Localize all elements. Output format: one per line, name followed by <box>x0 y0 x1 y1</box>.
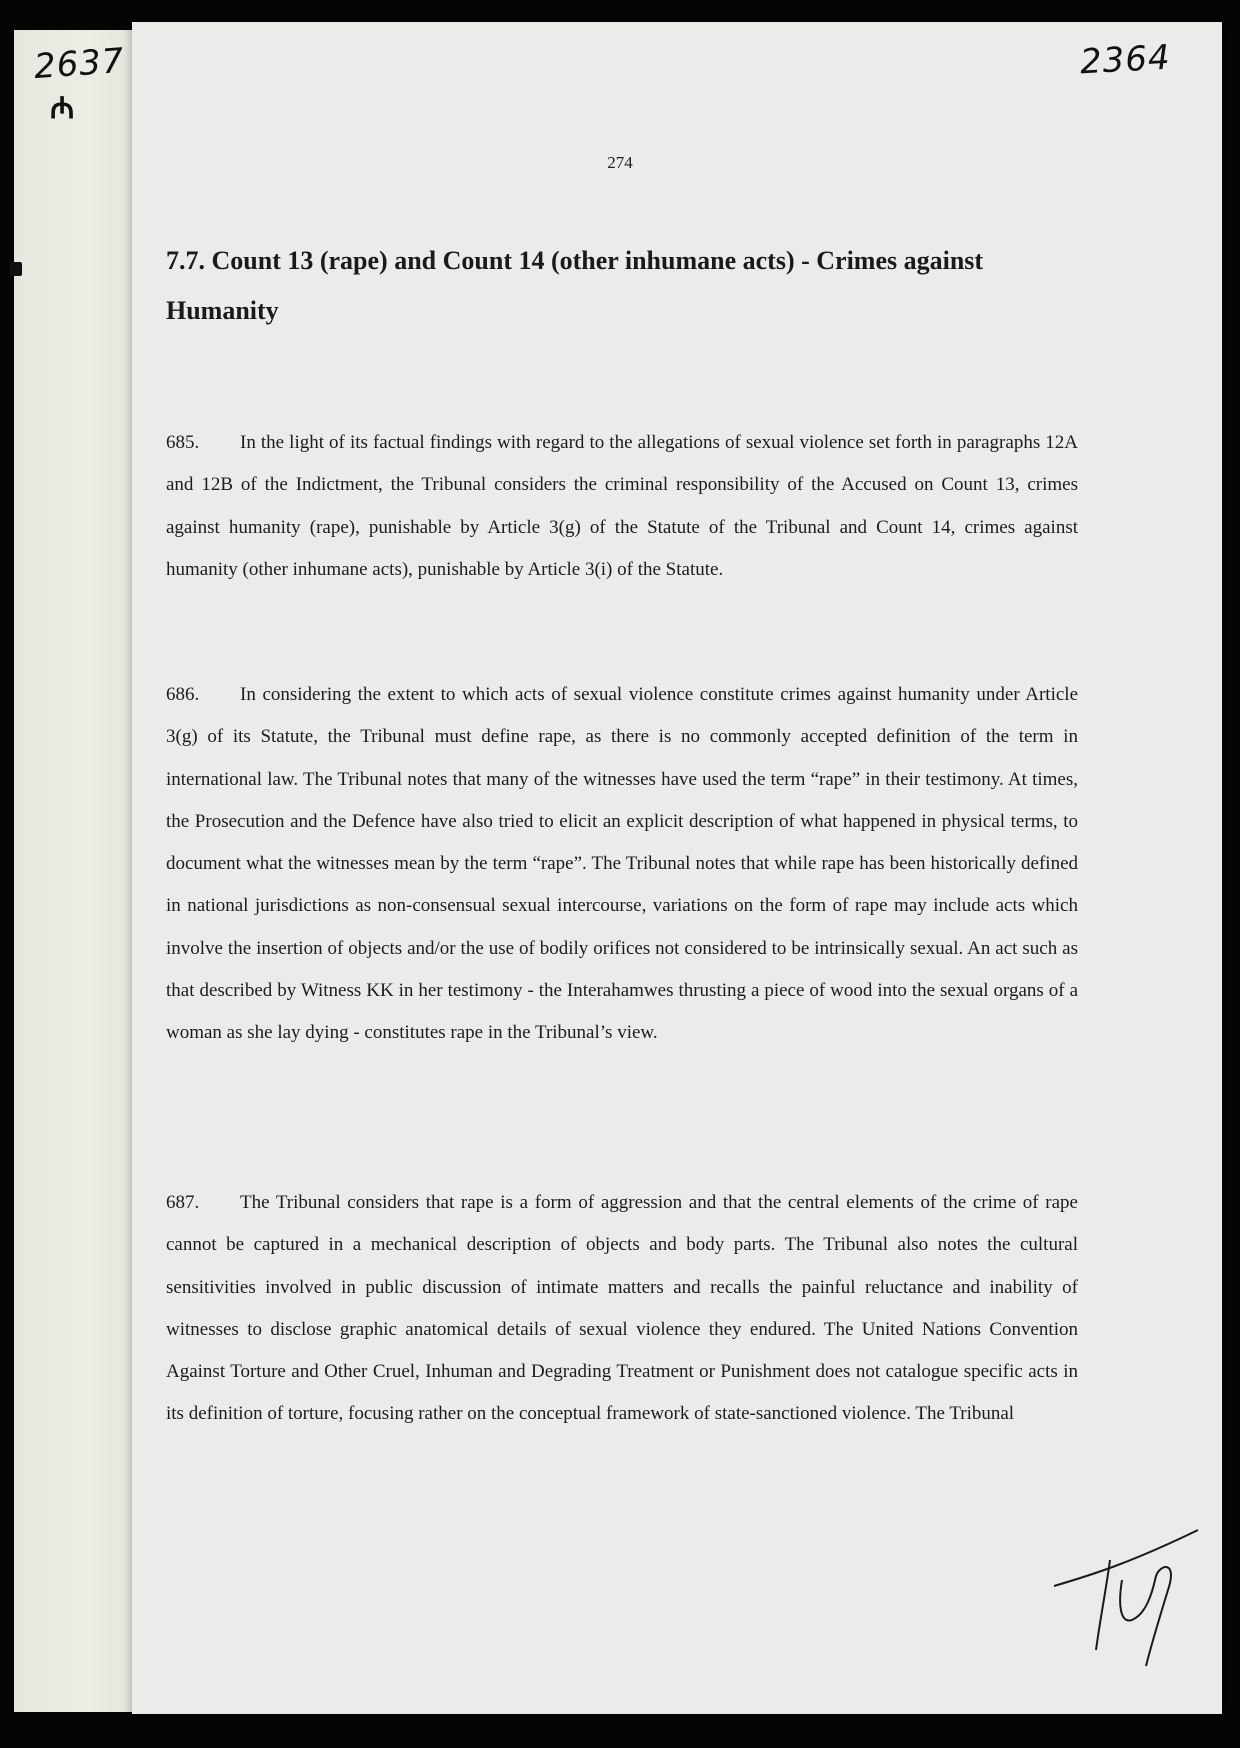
handwritten-initials-mark: ₼ <box>50 91 76 126</box>
paragraph-text: In the light of its factual findings with regard to the allegations of sexual violence set forth in paragraphs 12A and 12B of the Indictment, the Tribunal considers the criminal responsibility of the Accused on Count 13, crimes against humanity (rape), punishable by Article 3(g) of the Statute of the Tribunal and Count 14, crimes against humanity (other inhumane acts), punishable by Article 3(i) of the Statute. <box>166 432 1078 580</box>
paragraph-number: 687. <box>166 1192 200 1213</box>
underlying-page-edge <box>14 30 144 1712</box>
paragraph-number: 686. <box>166 684 200 705</box>
handwritten-signature <box>1048 1520 1208 1670</box>
page-number: 274 <box>607 153 633 172</box>
paragraph-686 <box>166 674 1078 1055</box>
paragraph-number: 685. <box>166 432 200 453</box>
handwritten-page-number-right: 2364 <box>1079 37 1172 83</box>
handwritten-page-number-left: 2637 <box>32 40 126 88</box>
paragraph-687 <box>166 1182 1078 1436</box>
paragraph-685 <box>166 422 1078 591</box>
paragraph-text: In considering the extent to which acts of sexual violence constitute crimes against humanity under Article 3(g) of its Statute, the Tribunal must define rape, as there is no commonly accepted definition of the term in international law. The Tribunal notes that many of the witnesses have used the term “rape” in their testimony. At times, the Prosecution and the Defence have also tried to elicit an explicit description of what happened in physical terms, to document what the witnesses mean by the term “rape”. The Tribunal notes that while rape has been historically defined in national jurisdictions as non-consensual sexual intercourse, variations on the form of rape may include acts which involve the insertion of objects and/or the use of bodily orifices not considered to be intrinsically sexual. An act such as that described by Witness KK in her testimony - the Interahamwes thrusting a piece of wood into the sexual organs of a woman as she lay dying - constitutes rape in the Tribunal’s view. <box>166 684 1078 1044</box>
paragraph-text: The Tribunal considers that rape is a form of aggression and that the central elements of the crime of rape cannot be captured in a mechanical description of objects and body parts. The Tribunal also notes the cultural sensitivities involved in public discussion of intimate matters and recalls the painful reluctance and inability of witnesses to disclose graphic anatomical details of sexual violence they endured. The United Nations Convention Against Torture and Other Cruel, Inhuman and Degrading Treatment or Punishment does not catalogue specific acts in its definition of torture, focusing rather on the conceptual framework of state-sanctioned violence. The Tribunal <box>166 1192 1078 1425</box>
section-heading: 7.7. Count 13 (rape) and Count 14 (other inhumane acts) - Crimes against Humanity <box>166 246 984 325</box>
punch-hole-mark <box>10 262 22 276</box>
